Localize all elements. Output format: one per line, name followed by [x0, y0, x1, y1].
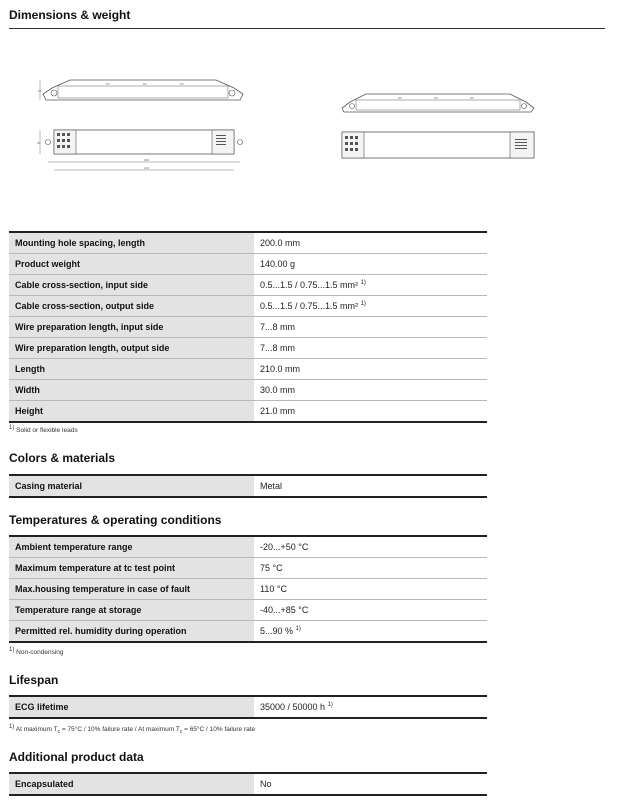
row-value-text: 75 °C — [260, 563, 283, 573]
svg-text:▪▪▪: ▪▪▪ — [180, 82, 184, 86]
footnote-ref: 1) — [360, 280, 366, 286]
table-row — [9, 621, 487, 643]
table-row — [9, 600, 487, 621]
row-value-text: 35000 / 50000 h — [260, 702, 326, 712]
row-label: Wire preparation length, input side — [9, 317, 254, 338]
row-value-text: 210.0 mm — [260, 364, 301, 374]
drawing-side-view-right — [338, 90, 538, 116]
row-value — [254, 317, 487, 338]
drawing-top-view-right — [338, 130, 538, 162]
table-row — [9, 380, 487, 401]
row-value-text: 21.0 mm — [260, 406, 296, 416]
temperatures-footnote — [9, 647, 64, 656]
table-row — [9, 275, 487, 296]
dimensions-table — [9, 231, 487, 423]
row-label: Wire preparation length, output side — [9, 338, 254, 359]
row-value-text: 110 °C — [260, 584, 287, 594]
width-dim-label: 30 — [37, 141, 41, 145]
svg-text:▪▪▪: ▪▪▪ — [143, 82, 147, 86]
row-value-text: 5...90 % — [260, 626, 294, 636]
row-value — [254, 600, 487, 621]
footnote-ref: 1) — [360, 301, 366, 307]
length-dim-label: 210 — [144, 166, 150, 170]
row-value — [254, 359, 487, 380]
table-row — [9, 254, 487, 275]
footnote-text: Non-condensing — [16, 649, 64, 657]
row-value — [254, 380, 487, 401]
title-rule — [9, 28, 605, 29]
row-label: Ambient temperature range — [9, 536, 254, 558]
svg-text:▪▪▪: ▪▪▪ — [106, 82, 110, 86]
footnote-subscript: c — [57, 729, 61, 736]
row-value — [254, 296, 487, 317]
section-title-dimensions: Dimensions & weight — [9, 8, 131, 22]
row-label: Width — [9, 380, 254, 401]
row-value — [254, 275, 487, 296]
row-value — [254, 696, 487, 718]
table-row — [9, 579, 487, 600]
section-title-lifespan: Lifespan — [9, 673, 59, 687]
footnote-ref: 1) — [295, 626, 301, 632]
footnote-text-part: At maximum T — [15, 726, 58, 734]
footnote-text: Solid or flexible leads — [16, 427, 78, 435]
dimensions-footnote — [9, 425, 78, 434]
row-label: Temperature range at storage — [9, 600, 254, 621]
row-value — [254, 232, 487, 254]
table-row — [9, 359, 487, 380]
row-value-text: 200.0 mm — [260, 238, 301, 248]
table-row — [9, 773, 487, 795]
table-row — [9, 536, 487, 558]
row-value — [254, 475, 487, 497]
svg-text:▪▪▪: ▪▪▪ — [434, 96, 438, 100]
row-value — [254, 773, 487, 795]
row-label: Casing material — [9, 475, 254, 497]
row-label: Cable cross-section, input side — [9, 275, 254, 296]
row-value-text: 0.5...1.5 / 0.75...1.5 mm² — [260, 280, 359, 290]
table-row — [9, 232, 487, 254]
section-title-temperatures: Temperatures & operating conditions — [9, 513, 222, 527]
row-value-text: 30.0 mm — [260, 385, 296, 395]
row-value-text: Metal — [260, 481, 283, 491]
row-value — [254, 254, 487, 275]
row-value-text: 7...8 mm — [260, 343, 296, 353]
svg-text:▪▪▪: ▪▪▪ — [470, 96, 474, 100]
footnote-mark: 1) — [9, 425, 15, 431]
row-value-text: 7...8 mm — [260, 322, 296, 332]
row-label: Permitted rel. humidity during operation — [9, 621, 254, 643]
footnote-subscript: c — [179, 729, 183, 736]
temperatures-table — [9, 535, 487, 643]
height-dim-label: 21 — [38, 89, 42, 93]
row-value — [254, 579, 487, 600]
footnote-text-part: = 65°C / 10% failure rate — [182, 726, 256, 734]
section-title-colors: Colors & materials — [9, 451, 116, 465]
row-label: Length — [9, 359, 254, 380]
row-label: Maximum temperature at tc test point — [9, 558, 254, 579]
row-value-text: 0.5...1.5 / 0.75...1.5 mm² — [260, 301, 359, 311]
table-row — [9, 696, 487, 718]
table-row — [9, 317, 487, 338]
drawing-side-view-left — [38, 76, 248, 106]
row-label: Product weight — [9, 254, 254, 275]
footnote-ref: 1) — [327, 702, 333, 708]
drawing-top-view-left — [38, 124, 248, 182]
additional-table — [9, 772, 487, 796]
table-row — [9, 475, 487, 497]
table-row — [9, 401, 487, 423]
lifespan-footnote — [9, 724, 255, 735]
svg-text:▪▪▪: ▪▪▪ — [398, 96, 402, 100]
footnote-text-part: = 75°C / 10% failure rate / At maximum T — [60, 726, 180, 734]
row-value-text: -20...+50 °C — [260, 542, 309, 552]
footnote-mark: 1) — [9, 724, 15, 730]
row-label: ECG lifetime — [9, 696, 254, 718]
row-value-text: -40...+85 °C — [260, 605, 309, 615]
row-label: Mounting hole spacing, length — [9, 232, 254, 254]
row-label: Cable cross-section, output side — [9, 296, 254, 317]
row-value — [254, 338, 487, 359]
lifespan-table — [9, 695, 487, 719]
table-row — [9, 338, 487, 359]
colors-table — [9, 474, 487, 498]
section-title-additional: Additional product data — [9, 750, 144, 764]
row-value — [254, 558, 487, 579]
footnote-mark: 1) — [9, 647, 15, 653]
row-value — [254, 621, 487, 643]
table-row — [9, 296, 487, 317]
row-label: Encapsulated — [9, 773, 254, 795]
row-value-text: 140.00 g — [260, 259, 296, 269]
row-value — [254, 401, 487, 423]
table-row — [9, 558, 487, 579]
row-label: Height — [9, 401, 254, 423]
row-label: Max.housing temperature in case of fault — [9, 579, 254, 600]
row-value — [254, 536, 487, 558]
hole-dim-label: 200 — [144, 158, 150, 162]
row-value-text: No — [260, 779, 272, 789]
